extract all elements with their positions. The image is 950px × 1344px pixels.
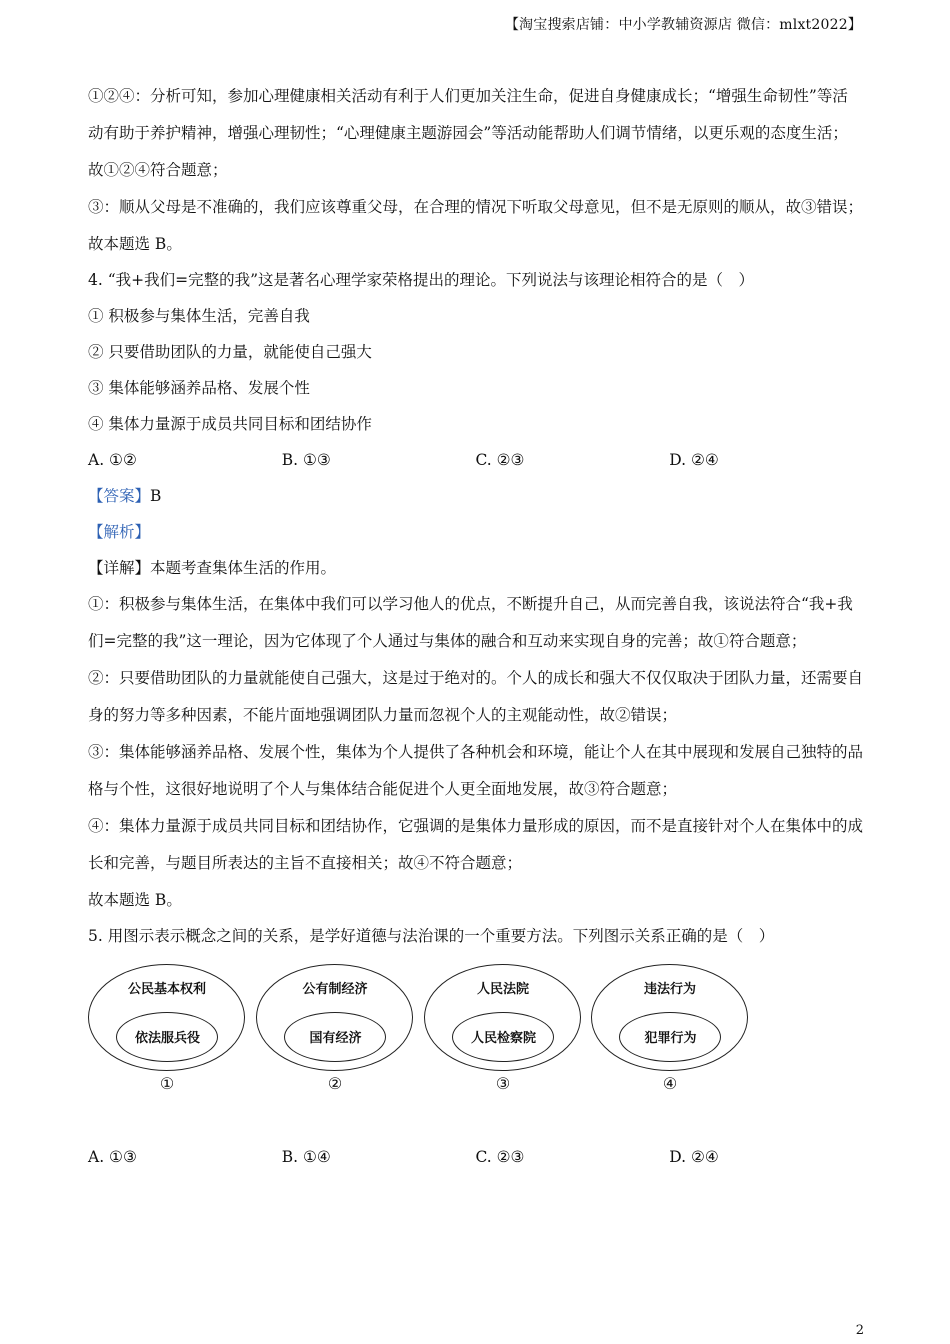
page-number: 2 [855, 1323, 864, 1338]
q4-option-a: A. ①② [88, 451, 137, 469]
diagram-number: ③ [495, 1074, 511, 1093]
outer-label: 违法行为 [643, 982, 696, 997]
diagram-3 [424, 964, 582, 1099]
prev-analysis-2: ③：顺从父母是不准确的，我们应该尊重父母，在合理的情况下听取父母意见，但不是无原则的顺从，故③错误； [88, 198, 864, 216]
q4-answer [88, 478, 863, 514]
analysis-tag: 【解析】 [88, 523, 151, 541]
page-header: 【淘宝搜索店铺：中小学教辅资源店 微信：mlxt2022】 [504, 17, 862, 33]
inner-label: 人民检察院 [470, 1031, 536, 1046]
document-body [88, 78, 863, 1175]
diagram-number: ① [159, 1074, 175, 1093]
prev-analysis-1: ①②④：分析可知，参加心理健康相关活动有利于人们更加关注生命，促进自身健康成长；“增强生命韧性”等活动有助于养护精神，增强心理韧性；“心理健康主题游园会”等活动能帮助人们调节情绪，以更乐观的态度生活；故①②④符合题意； [88, 87, 848, 179]
diagram-1 [88, 964, 246, 1099]
q5-stem: 5. 用图示表示概念之间的关系，是学好道德与法治课的一个重要方法。下列图示关系正确的是（ ） [88, 927, 775, 945]
q4-option-c: C. ②③ [475, 451, 525, 469]
q4-detail: 【详解】本题考查集体生活的作用。 [88, 559, 337, 577]
prev-conclusion: 故本题选 B。 [88, 235, 182, 253]
inner-label: 犯罪行为 [644, 1031, 697, 1046]
diagram-4 [591, 964, 749, 1099]
diagram-number: ④ [662, 1074, 678, 1093]
q5-option-a: A. ①③ [88, 1148, 137, 1166]
q4-item-4: ④ 集体力量源于成员共同目标和团结协作 [88, 415, 372, 433]
answer-value: B [150, 487, 162, 505]
q5-option-c: C. ②③ [475, 1148, 525, 1166]
inner-label: 依法服兵役 [134, 1031, 200, 1046]
q4-explanation-3: ③：集体能够涵养品格、发展个性，集体为个人提供了各种机会和环境，能让个人在其中展现和发展自己独特的品格与个性，这很好地说明了个人与集体结合能促进个人更全面地发展，故③符合题意； [88, 743, 864, 798]
q4-conclusion: 故本题选 B。 [88, 891, 182, 909]
q5-diagrams [88, 964, 863, 1099]
outer-label: 人民法院 [476, 982, 529, 997]
q4-explanation-2: ②：只要借助团队的力量就能使自己强大，这是过于绝对的。个人的成长和强大不仅仅取决于团队力量，还需要自身的努力等多种因素，不能片面地强调团队力量而忽视个人的主观能动性，故②错误； [88, 669, 864, 724]
answer-tag: 【答案】 [88, 487, 151, 505]
q4-options [88, 442, 863, 478]
outer-label: 公有制经济 [302, 982, 368, 997]
q4-explanation-1: ①：积极参与集体生活，在集体中我们可以学习他人的优点，不断提升自己，从而完善自我，该说法符合“我+我们=完整的我”这一理论，因为它体现了个人通过与集体的融合和互动来实现自身的完善；故①符合题意； [88, 595, 853, 650]
inner-label: 国有经济 [309, 1031, 362, 1046]
diagram-2 [256, 964, 414, 1099]
q4-stem: 4. “我+我们=完整的我”这是著名心理学家荣格提出的理论。下列说法与该理论相符合的是（ ） [88, 271, 755, 289]
diagram-number: ② [327, 1074, 343, 1093]
q4-option-d: D. ②④ [669, 451, 719, 469]
q4-option-b: B. ①③ [281, 451, 331, 469]
q5-options [88, 1139, 863, 1175]
q4-item-2: ② 只要借助团队的力量，就能使自己强大 [88, 343, 372, 361]
q4-item-1: ① 积极参与集体生活，完善自我 [88, 307, 310, 325]
q5-option-d: D. ②④ [669, 1148, 719, 1166]
outer-label: 公民基本权利 [127, 982, 206, 997]
q4-item-3: ③ 集体能够涵养品格、发展个性 [88, 379, 310, 397]
q4-explanation-4: ④：集体力量源于成员共同目标和团结协作，它强调的是集体力量形成的原因，而不是直接针对个人在集体中的成长和完善，与题目所表达的主旨不直接相关；故④不符合题意； [88, 817, 864, 872]
q5-option-b: B. ①④ [281, 1148, 331, 1166]
